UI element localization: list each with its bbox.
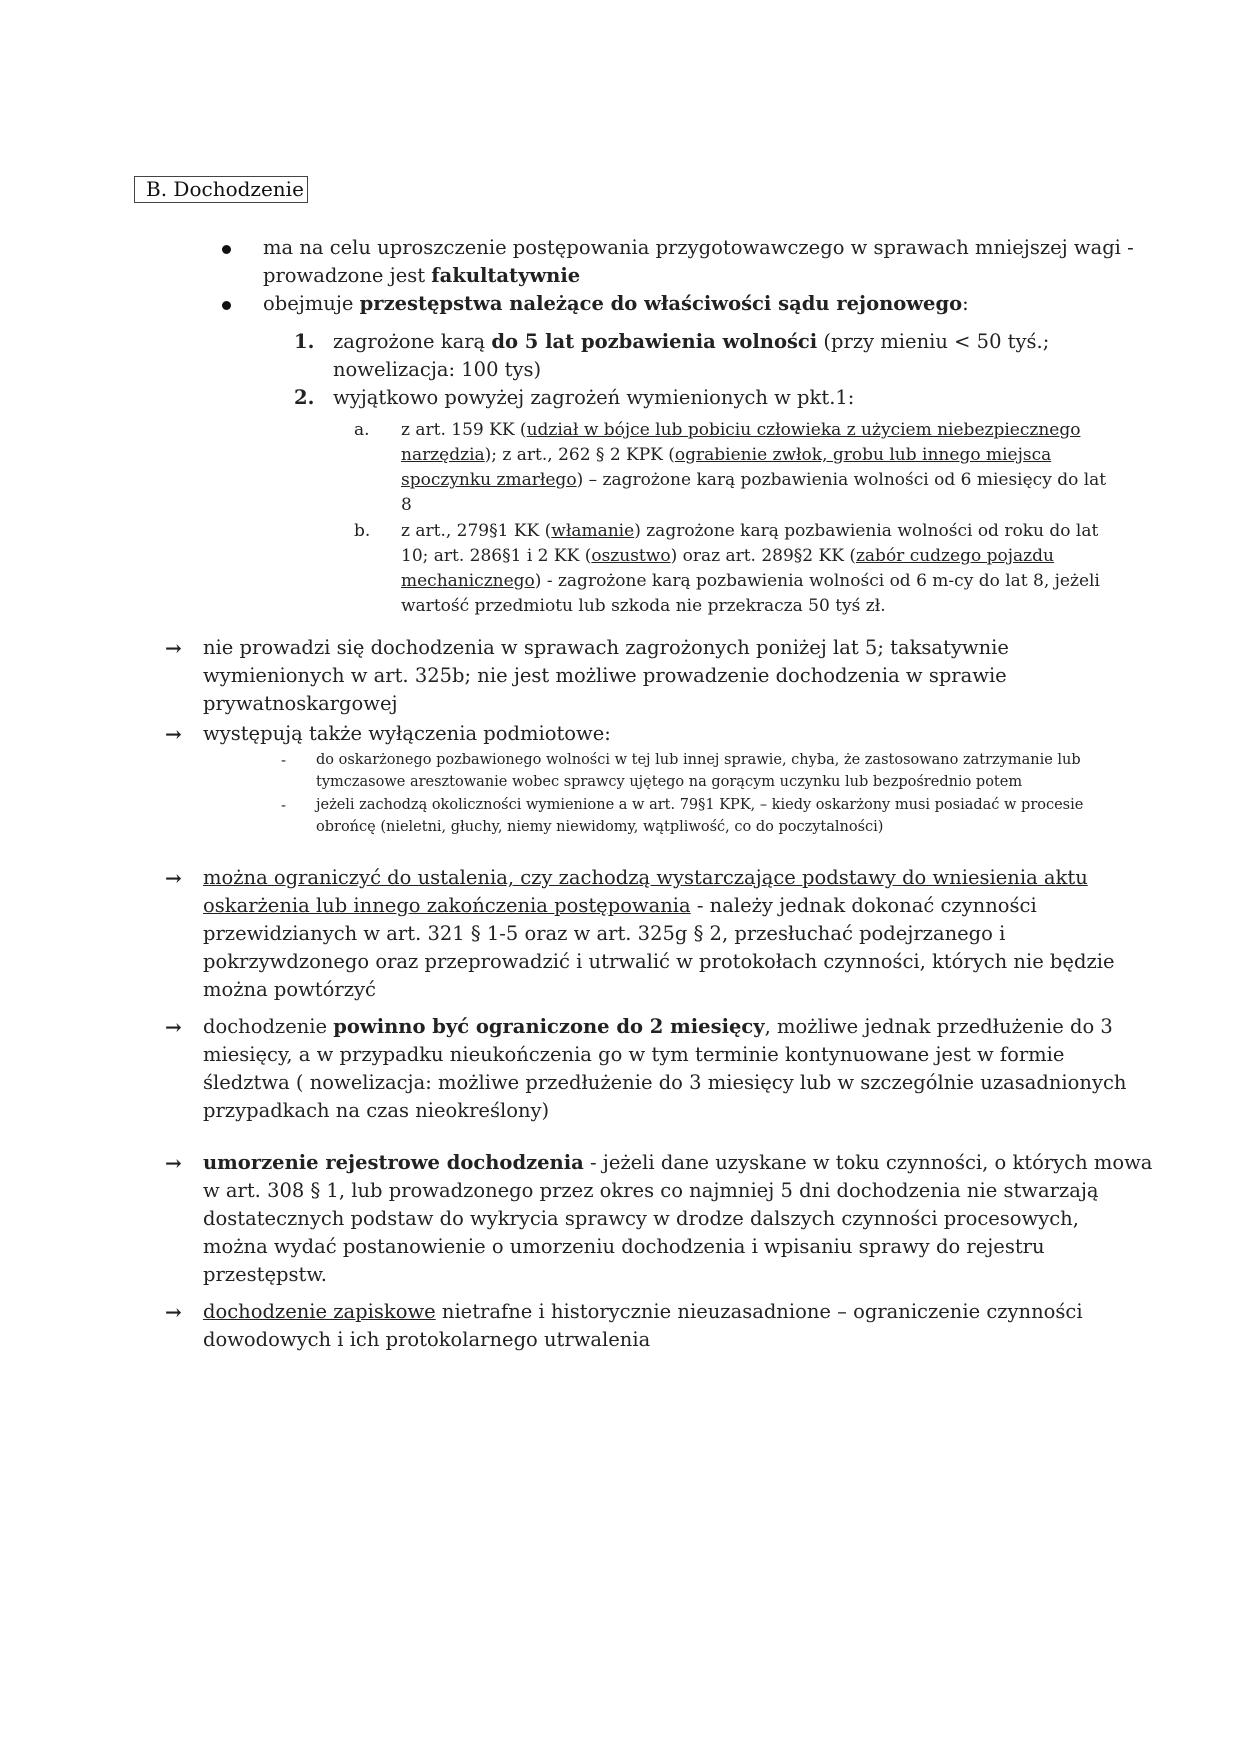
arrow-5-line-1 bbox=[203, 1149, 1152, 1177]
lettered-b-line-2 bbox=[401, 544, 1054, 569]
arrow-5-bold: umorzenie rejestrowe dochodzenia bbox=[203, 1151, 584, 1174]
arrow-3-underlined: można ograniczyć do ustalenia, czy zachodzą wystarczające podstawy do wniesienia aktu bbox=[203, 866, 1088, 889]
lettered-a-underlined: narzędzia bbox=[401, 445, 485, 465]
bullet-1-line-1: ma na celu uproszczenie postępowania przygotowawczego w sprawach mniejszej wagi - bbox=[263, 236, 1134, 259]
arrow-3-line-5: można powtórzyć bbox=[203, 978, 376, 1001]
lettered-b-underlined: zabór cudzego pojazdu bbox=[855, 546, 1054, 566]
lettered-a-underlined: ograbienie zwłok, grobu lub innego miejsca bbox=[674, 445, 1052, 465]
lettered-a-line-3 bbox=[401, 468, 1106, 493]
lettered-a-line-1 bbox=[401, 418, 1080, 443]
numbered-1-bold: do 5 lat pozbawienia wolności bbox=[491, 330, 818, 353]
lettered-a-line-4: 8 bbox=[401, 495, 412, 515]
bullet-1-line-2 bbox=[263, 262, 580, 290]
bullet-2-colon: : bbox=[962, 292, 969, 315]
lettered-b-text: z art., 279§1 KK ( bbox=[401, 521, 552, 541]
lettered-b-line-1 bbox=[401, 519, 1098, 544]
arrow-3-line-4: pokrzywdzonego oraz przeprowadzić i utrwalić w protokołach czynności, których nie będzie bbox=[203, 950, 1115, 973]
lettered-b-text: ) zagrożone karą pozbawienia wolności od roku do lat bbox=[634, 521, 1099, 541]
lettered-b-text: ) - zagrożone karą pozbawienia wolności od 6 m-cy do lat 8, jeżeli bbox=[534, 571, 1100, 591]
arrow-1-line-3: prywatnoskargowej bbox=[203, 692, 398, 715]
arrow-icon: → bbox=[165, 1015, 182, 1039]
numbered-2-line: wyjątkowo powyżej zagrożeń wymienionych w pkt.1: bbox=[333, 386, 855, 409]
bullet-2-bold: przestępstwa należące do właściwości sądu rejonowego bbox=[359, 292, 963, 315]
dash-marker: - bbox=[281, 796, 287, 814]
numbered-1-line-2: nowelizacja: 100 tys) bbox=[333, 358, 542, 381]
arrow-4-bold: powinno być ograniczone do 2 miesięcy bbox=[333, 1015, 765, 1038]
bullet-1-text: prowadzone jest bbox=[263, 264, 432, 287]
item-letter-a: a. bbox=[354, 420, 370, 440]
lettered-a-text: ) – zagrożone karą pozbawienia wolności od 6 miesięcy do lat bbox=[576, 470, 1107, 490]
arrow-4-line-1 bbox=[203, 1013, 1113, 1041]
arrow-5-line-2: w art. 308 § 1, lub prowadzonego przez okres co najmniej 5 dni dochodzenia nie stwarzają bbox=[203, 1179, 1099, 1202]
bullet-1-bold: fakultatywnie bbox=[431, 264, 581, 287]
arrow-icon: → bbox=[165, 722, 182, 746]
dash-marker: - bbox=[281, 751, 287, 769]
arrow-6-underlined: dochodzenie zapiskowe bbox=[203, 1300, 436, 1323]
arrow-3-line-2 bbox=[203, 892, 1037, 920]
sub-2-line-2: obrońcę (nieletni, głuchy, niemy niewidomy, wątpliwość, co do poczytalności) bbox=[316, 819, 884, 835]
lettered-a-underlined: spoczynku zmarłego bbox=[401, 470, 577, 490]
lettered-b-underlined: mechanicznego bbox=[401, 571, 535, 591]
numbered-1-text: zagrożone karą bbox=[333, 330, 492, 353]
item-number-2: 2. bbox=[294, 386, 315, 409]
arrow-6-line-2: dowodowych i ich protokolarnego utrwalenia bbox=[203, 1328, 651, 1351]
arrow-icon: → bbox=[165, 636, 182, 660]
bullet-dot bbox=[222, 301, 231, 310]
numbered-1-line-1 bbox=[333, 328, 1049, 356]
arrow-4-text: dochodzenie bbox=[203, 1015, 334, 1038]
lettered-a-underlined: udział w bójce lub pobiciu człowieka z użyciem niebezpiecznego bbox=[526, 420, 1081, 440]
numbered-1-post: (przy mieniu < 50 tyś.; bbox=[817, 330, 1050, 353]
arrow-icon: → bbox=[165, 1300, 182, 1324]
bullet-2-text: obejmuje bbox=[263, 292, 360, 315]
arrow-5-line-5: przestępstw. bbox=[203, 1263, 327, 1286]
arrow-3-underlined: oskarżenia lub innego zakończenia postępowania bbox=[203, 894, 691, 917]
arrow-5-line-3: dostatecznych podstaw do wykrycia sprawcy w drodze dalszych czynności procesowych, bbox=[203, 1207, 1079, 1230]
arrow-4-line-4: przypadkach na czas nieokreślony) bbox=[203, 1099, 550, 1122]
arrow-icon: → bbox=[165, 866, 182, 890]
arrow-1-line-1: nie prowadzi się dochodzenia w sprawach zagrożonych poniżej lat 5; taksatywnie bbox=[203, 636, 1009, 659]
arrow-3-line-1 bbox=[203, 864, 1088, 892]
lettered-a-text: ); z art., 262 § 2 KPK ( bbox=[484, 445, 675, 465]
lettered-b-text: ) oraz art. 289§2 KK ( bbox=[670, 546, 856, 566]
bullet-2-line bbox=[263, 290, 969, 318]
lettered-a-text: z art. 159 KK ( bbox=[401, 420, 527, 440]
arrow-3-line-3: przewidzianych w art. 321 § 1-5 oraz w art. 325g § 2, przesłuchać podejrzanego i bbox=[203, 922, 1006, 945]
arrow-4-text: , możliwe jednak przedłużenie do 3 bbox=[764, 1015, 1113, 1038]
arrow-6-line-1 bbox=[203, 1298, 1083, 1326]
lettered-a-line-2 bbox=[401, 443, 1051, 468]
arrow-4-line-2: miesięcy, a w przypadku nieukończenia go w tym terminie kontynuowane jest w formie bbox=[203, 1043, 1065, 1066]
bullet-dot bbox=[222, 245, 231, 254]
sub-1-line-1: do oskarżonego pozbawionego wolności w tej lub innej sprawie, chyba, że zastosowano zatrzymanie lub bbox=[316, 752, 1081, 768]
arrow-4-line-3: śledztwa ( nowelizacja: możliwe przedłużenie do 3 miesięcy lub w szczególnie uzasadnionych bbox=[203, 1071, 1127, 1094]
sub-2-line-1: jeżeli zachodzą okoliczności wymienione a w art. 79§1 KPK, – kiedy oskarżony musi posiadać w procesie bbox=[316, 797, 1084, 813]
arrow-5-text: - jeżeli dane uzyskane w toku czynności, o których mowa bbox=[583, 1151, 1153, 1174]
arrow-1-line-2: wymienionych w art. 325b; nie jest możliwe prowadzenie dochodzenia w sprawie bbox=[203, 664, 1007, 687]
lettered-b-line-4: wartość przedmiotu lub szkoda nie przekracza 50 tyś zł. bbox=[401, 596, 886, 616]
lettered-b-text: 10; art. 286§1 i 2 KK ( bbox=[401, 546, 592, 566]
sub-1-line-2: tymczasowe aresztowanie wobec sprawcy ujętego na gorącym uczynku lub bezpośrednio potem bbox=[316, 774, 1023, 790]
item-number-1: 1. bbox=[294, 330, 315, 353]
arrow-2-line-1: występują także wyłączenia podmiotowe: bbox=[203, 722, 611, 745]
lettered-b-underlined: włamanie bbox=[551, 521, 635, 541]
arrow-3-text: - należy jednak dokonać czynności bbox=[690, 894, 1037, 917]
arrow-5-line-4: można wydać postanowienie o umorzeniu dochodzenia i wpisaniu sprawy do rejestru bbox=[203, 1235, 1045, 1258]
item-letter-b: b. bbox=[354, 521, 371, 541]
arrow-6-text: nietrafne i historycznie nieuzasadnione – ograniczenie czynności bbox=[435, 1300, 1083, 1323]
arrow-icon: → bbox=[165, 1151, 182, 1175]
lettered-b-underlined: oszustwo bbox=[591, 546, 671, 566]
section-heading: B. Dochodzenie bbox=[134, 176, 308, 203]
lettered-b-line-3 bbox=[401, 569, 1100, 594]
